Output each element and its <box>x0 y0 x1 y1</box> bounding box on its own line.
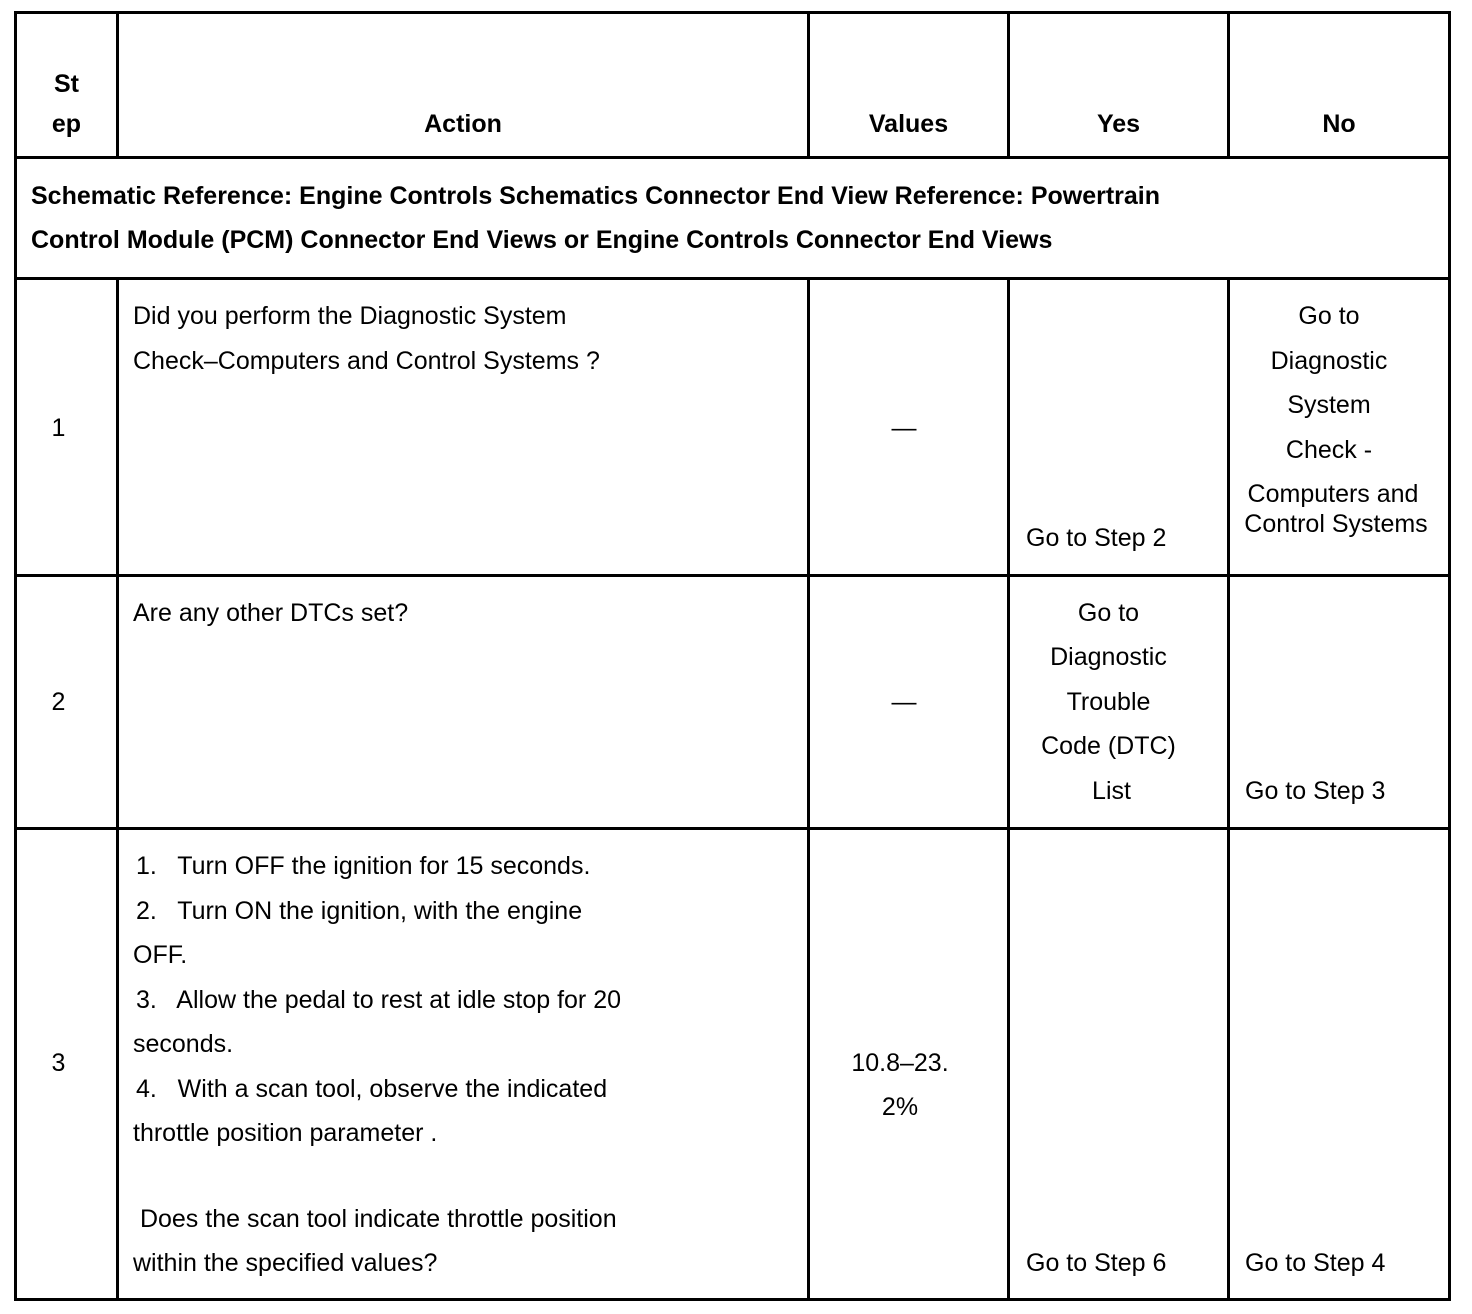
row-divider <box>14 277 1451 280</box>
row-2-yes-line: List <box>1092 777 1131 805</box>
row-3-action-question: within the specified values? <box>133 1249 438 1277</box>
header-action: Action <box>424 110 502 138</box>
row-2-yes-line: Trouble <box>1066 688 1151 716</box>
row-1-action-line: Did you perform the Diagnostic System <box>133 302 567 330</box>
row-2-yes-line: Code (DTC) <box>1041 732 1176 760</box>
row-1-no-line: Diagnostic <box>1270 347 1388 375</box>
row-2-no: Go to Step 3 <box>1245 777 1386 805</box>
header-values: Values <box>868 110 949 138</box>
row-1-step: 1 <box>51 414 66 442</box>
row-divider <box>14 827 1451 830</box>
row-3-yes: Go to Step 6 <box>1026 1249 1167 1277</box>
schematic-reference-line-2: Control Module (PCM) Connector End Views or Engine Controls Connector End Views <box>31 226 1053 254</box>
row-3-values-line: 2% <box>881 1093 919 1121</box>
row-1-no-line: Check - <box>1285 436 1373 464</box>
row-3-action-line: 1. Turn OFF the ignition for 15 seconds. <box>136 852 591 880</box>
row-2-step: 2 <box>51 688 66 716</box>
row-3-no: Go to Step 4 <box>1245 1249 1386 1277</box>
row-1-action-line: Check–Computers and Control Systems ? <box>133 347 600 375</box>
header-yes: Yes <box>1096 110 1141 138</box>
row-3-action-line: OFF. <box>133 941 188 969</box>
row-3-action-line: 3. Allow the pedal to rest at idle stop for 20 <box>136 986 622 1014</box>
row-2-yes-line: Go to <box>1077 599 1140 627</box>
header-step: St ep <box>51 70 82 138</box>
row-3-step: 3 <box>51 1049 66 1077</box>
row-3-action-line: throttle position parameter . <box>133 1119 438 1147</box>
row-3-action-line: seconds. <box>133 1030 234 1058</box>
row-2-yes-line: Diagnostic <box>1050 643 1167 671</box>
row-1-yes: Go to Step 2 <box>1026 524 1167 552</box>
header-no: No <box>1322 110 1356 138</box>
row-1-no-line: Computers and <box>1247 480 1419 508</box>
row-1-no-line: Control Systems <box>1244 510 1428 538</box>
row-3-action-line: 2. Turn ON the ignition, with the engine <box>136 897 583 925</box>
row-2-action-line: Are any other DTCs set? <box>133 599 409 627</box>
column-divider <box>116 277 119 1301</box>
row-3-values-line: 10.8–23. <box>851 1049 949 1077</box>
table-border-left <box>14 11 17 1301</box>
schematic-reference-line-1: Schematic Reference: Engine Controls Schematics Connector End View Reference: Powertrain <box>31 182 1161 210</box>
row-divider <box>14 574 1451 577</box>
row-1-no-line: System <box>1287 391 1371 419</box>
row-3-action-line: 4. With a scan tool, observe the indicated <box>136 1075 608 1103</box>
table-border-bottom <box>14 1298 1451 1301</box>
table-border-right <box>1448 11 1451 1301</box>
row-1-no-line: Go to <box>1298 302 1360 330</box>
row-2-values: — <box>891 688 917 716</box>
table-border-top <box>14 11 1451 14</box>
row-divider <box>14 156 1451 159</box>
row-1-values: — <box>891 414 917 442</box>
row-3-action-question: Does the scan tool indicate throttle position <box>133 1205 617 1233</box>
